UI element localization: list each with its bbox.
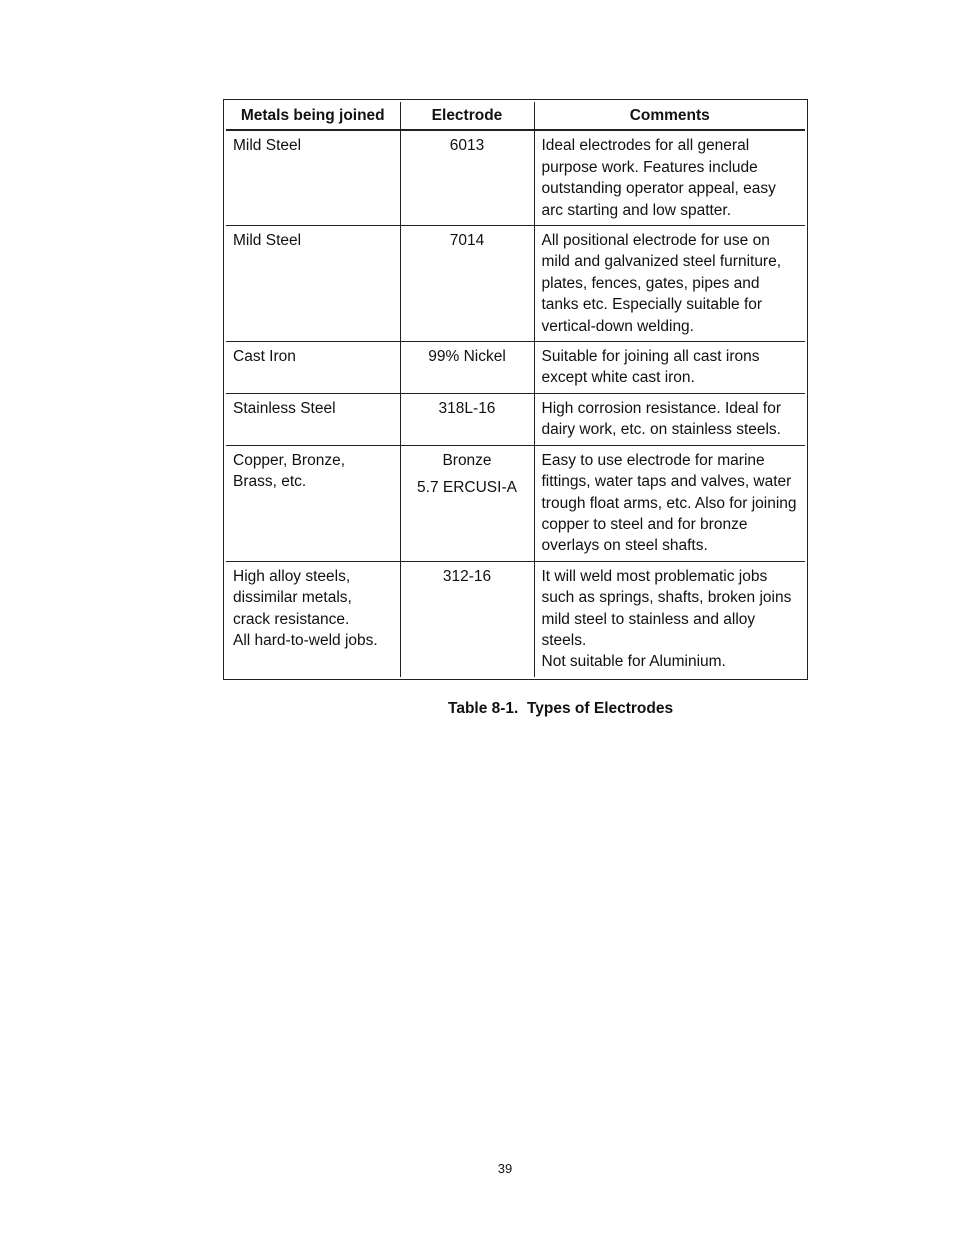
comments-cell: Ideal electrodes for all general purpose work. Features include outstanding operator appeal, easy arc starting and low spatter. bbox=[534, 130, 805, 225]
table-row bbox=[226, 130, 805, 225]
table-row bbox=[226, 342, 805, 394]
metals-cell: Stainless Steel bbox=[226, 393, 400, 445]
electrode-cell bbox=[400, 342, 534, 394]
electrode-value: 6013 bbox=[449, 137, 485, 155]
metals-cell: Cast Iron bbox=[226, 342, 400, 394]
comments-cell: Easy to use electrode for marine fittings, water taps and valves, water trough float arms, etc. Also for joining copper to steel and for bronze overlays on steel shafts. bbox=[534, 445, 805, 561]
electrode-value: 318L-16 bbox=[438, 399, 496, 417]
electrode-value: 5.7 ERCUSI-A bbox=[417, 479, 517, 497]
electrode-table-frame bbox=[223, 99, 808, 680]
table-row bbox=[226, 393, 805, 445]
metals-cell: Copper, Bronze, Brass, etc. bbox=[226, 445, 400, 561]
header-metals: Metals being joined bbox=[226, 102, 400, 130]
comments-cell: All positional electrode for use on mild and galvanized steel furniture, plates, fences, gates, pipes and tanks etc. Especially suitable for vertical-down welding. bbox=[534, 226, 805, 342]
table-row bbox=[226, 561, 805, 677]
comments-cell: High corrosion resistance. Ideal for dairy work, etc. on stainless steels. bbox=[534, 393, 805, 445]
comments-cell: It will weld most problematic jobs such as springs, shafts, broken joins mild steel to stainless and alloy steels. Not suitable for Aluminium. bbox=[534, 561, 805, 677]
electrode-cell bbox=[400, 226, 534, 342]
header-electrode: Electrode bbox=[400, 102, 534, 130]
electrode-table bbox=[226, 102, 805, 677]
electrode-cell bbox=[400, 130, 534, 225]
table-caption: Table 8-1. Types of Electrodes bbox=[448, 700, 674, 717]
metals-cell: Mild Steel bbox=[226, 226, 400, 342]
metals-cell: High alloy steels, dissimilar metals, crack resistance. All hard-to-weld jobs. bbox=[226, 561, 400, 677]
page-number: 39 bbox=[497, 1161, 513, 1176]
metals-cell: Mild Steel bbox=[226, 130, 400, 225]
electrode-cell bbox=[400, 561, 534, 677]
header-comments: Comments bbox=[534, 102, 805, 130]
table-row bbox=[226, 445, 805, 561]
electrode-cell bbox=[400, 445, 534, 561]
electrode-cell bbox=[400, 393, 534, 445]
electrode-value: Bronze bbox=[442, 451, 492, 469]
electrode-value: 312-16 bbox=[442, 567, 492, 585]
table-row bbox=[226, 226, 805, 342]
electrode-value: 7014 bbox=[449, 232, 485, 250]
comments-cell: Suitable for joining all cast irons except white cast iron. bbox=[534, 342, 805, 394]
electrode-value: 99% Nickel bbox=[428, 348, 506, 366]
table-header-row bbox=[226, 102, 805, 130]
